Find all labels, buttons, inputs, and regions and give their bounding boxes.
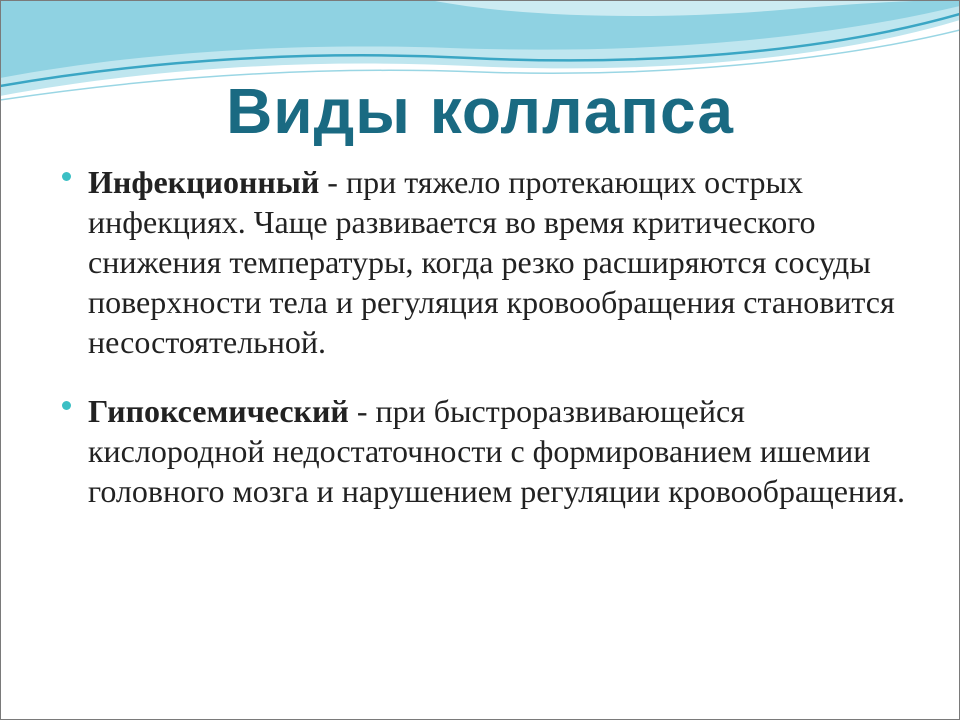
item-description: - при быстроразвивающейся кислородной недостаточности с формированием ишемии головного мозга и нарушением регуляции кровообращения.	[88, 393, 905, 509]
slide-title: Виды коллапса	[226, 75, 734, 147]
item-term: Гипоксемический	[88, 393, 349, 429]
list-item	[56, 162, 906, 362]
bullet-icon	[62, 401, 71, 410]
list-item	[56, 391, 906, 511]
bullet-list	[56, 162, 906, 511]
bullet-icon	[62, 172, 71, 181]
item-term: Инфекционный	[88, 164, 320, 200]
item-description: - при тяжело протекающих острых инфекциях. Чаще развивается во время критического снижения температуры, когда резко расширяются сосуды поверхности тела и регуляция кровообращения становится несостоятельной.	[88, 164, 895, 360]
